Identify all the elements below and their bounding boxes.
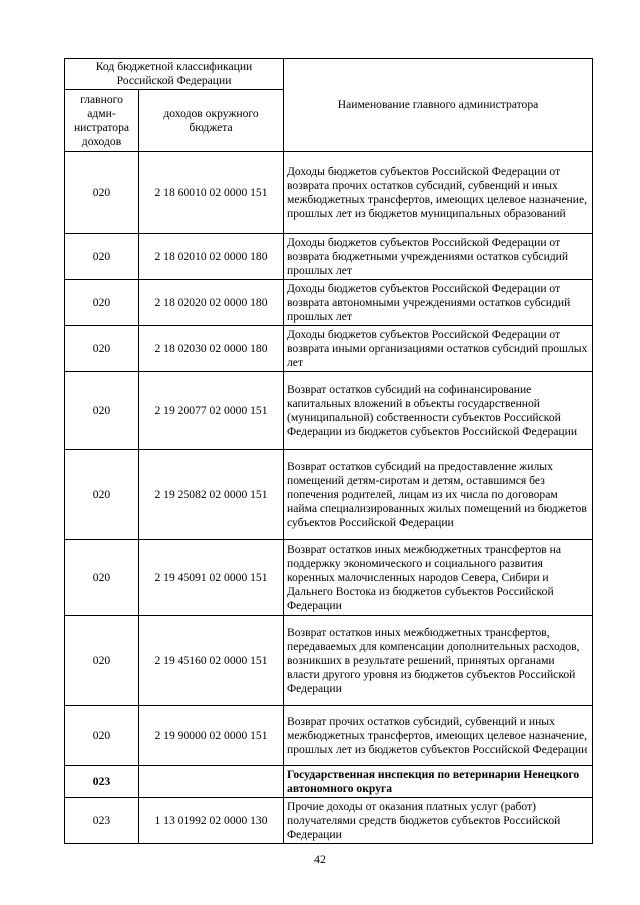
income-code: 2 19 45091 02 0000 151 bbox=[139, 540, 284, 616]
admin-name: Возврат остатков иных межбюджетных трансфертов на поддержку экономического и социального развития коренных малочисленных народов Севера, Сибири и Дальнего Востока из бюджетов субъектов Российской Федерации bbox=[284, 540, 593, 616]
header-main-admin: главного адми-нистратора доходов bbox=[65, 90, 139, 152]
table-header-row-1 bbox=[65, 59, 593, 90]
admin-code: 020 bbox=[65, 234, 139, 280]
income-code: 2 18 02020 02 0000 180 bbox=[139, 280, 284, 326]
income-code bbox=[139, 766, 284, 798]
table-row bbox=[65, 234, 593, 280]
header-district-income: доходов окружного бюджета bbox=[139, 90, 284, 152]
income-code: 2 18 02030 02 0000 180 bbox=[139, 326, 284, 372]
admin-name: Прочие доходы от оказания платных услуг (работ) получателями средств бюджетов субъектов Российской Федерации bbox=[284, 798, 593, 844]
admin-code: 020 bbox=[65, 372, 139, 450]
admin-name: Возврат прочих остатков субсидий, субвенций и иных межбюджетных трансфертов, имеющих целевое назначение, прошлых лет из бюджетов субъектов Российской Федерации bbox=[284, 706, 593, 766]
table-row bbox=[65, 540, 593, 616]
admin-name: Доходы бюджетов субъектов Российской Федерации от возврата прочих остатков субсидий, субвенций и иных межбюджетных трансфертов, имеющих целевое назначение, прошлых лет из бюджетов муниципальных образований bbox=[284, 152, 593, 234]
admin-name: Возврат остатков субсидий на предоставление жилых помещений детям-сиротам и детям, оставшимся без попечения родителей, лицам из их числа по договорам найма специализированных жилых помещений из бюджетов субъектов Российской Федерации bbox=[284, 450, 593, 540]
admin-code: 023 bbox=[65, 766, 139, 798]
income-code: 1 13 01992 02 0000 130 bbox=[139, 798, 284, 844]
table-row bbox=[65, 798, 593, 844]
admin-name: Доходы бюджетов субъектов Российской Федерации от возврата бюджетными учреждениями остатков субсидий прошлых лет bbox=[284, 234, 593, 280]
admin-code: 020 bbox=[65, 616, 139, 706]
income-code: 2 19 90000 02 0000 151 bbox=[139, 706, 284, 766]
admin-name: Возврат остатков иных межбюджетных трансфертов, передаваемых для компенсации дополнительных расходов, возникших в результате решений, принятых органами власти другого уровня из бюджетов субъектов Российской Федерации bbox=[284, 616, 593, 706]
table-row bbox=[65, 326, 593, 372]
admin-name: Доходы бюджетов субъектов Российской Федерации от возврата автономными учреждениями остатков субсидий прошлых лет bbox=[284, 280, 593, 326]
page-number: 42 bbox=[314, 852, 326, 866]
header-budget-classification: Код бюджетной классификации Российской Федерации bbox=[65, 59, 284, 90]
table-row-section bbox=[65, 766, 593, 798]
table-row bbox=[65, 450, 593, 540]
income-code: 2 19 45160 02 0000 151 bbox=[139, 616, 284, 706]
admin-code: 020 bbox=[65, 540, 139, 616]
admin-name: Государственная инспекция по ветеринарии Ненецкого автономного округа bbox=[284, 766, 593, 798]
admin-name: Возврат остатков субсидий на софинансирование капитальных вложений в объекты государственной (муниципальной) собственности субъектов Российской Федерации из бюджетов субъектов Российской Федерации bbox=[284, 372, 593, 450]
income-code: 2 18 02010 02 0000 180 bbox=[139, 234, 284, 280]
admin-code: 020 bbox=[65, 706, 139, 766]
table-row bbox=[65, 372, 593, 450]
admin-name: Доходы бюджетов субъектов Российской Федерации от возврата иными организациями остатков субсидий прошлых лет bbox=[284, 326, 593, 372]
table-row bbox=[65, 280, 593, 326]
income-code: 2 19 25082 02 0000 151 bbox=[139, 450, 284, 540]
table-row bbox=[65, 706, 593, 766]
admin-code: 020 bbox=[65, 152, 139, 234]
admin-code: 020 bbox=[65, 450, 139, 540]
table-row bbox=[65, 616, 593, 706]
header-admin-name: Наименование главного администратора bbox=[284, 59, 593, 152]
admin-code: 020 bbox=[65, 326, 139, 372]
admin-code: 020 bbox=[65, 280, 139, 326]
budget-classification-table bbox=[64, 58, 593, 844]
income-code: 2 19 20077 02 0000 151 bbox=[139, 372, 284, 450]
table-row bbox=[65, 152, 593, 234]
income-code: 2 18 60010 02 0000 151 bbox=[139, 152, 284, 234]
admin-code: 023 bbox=[65, 798, 139, 844]
